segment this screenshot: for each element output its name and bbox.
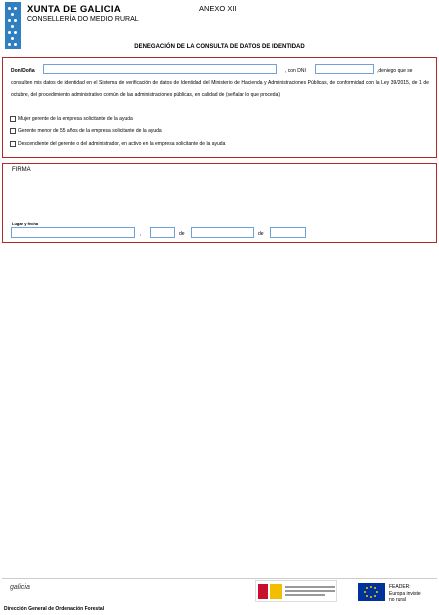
feader-text xyxy=(389,584,421,604)
eu-flag-icon xyxy=(358,583,385,601)
option-checkbox-1[interactable] xyxy=(10,116,16,122)
deny-text: ,deniego que se xyxy=(377,68,413,74)
org-subtitle: CONSELLERÍA DO MEDIO RURAL xyxy=(27,16,139,23)
day-field[interactable] xyxy=(150,227,175,238)
feader-line-2: Europa inviste xyxy=(389,590,421,597)
place-date-label: Lugar y fecha xyxy=(12,221,39,226)
signature-title: FIRMA xyxy=(12,167,31,173)
dni-label: , con DNI xyxy=(285,68,306,74)
month-field[interactable] xyxy=(191,227,254,238)
de-label-1: de xyxy=(179,231,185,237)
option-label-1: Mujer gerente de la empresa solicitante de la ayuda xyxy=(18,116,133,122)
dni-field[interactable] xyxy=(315,64,374,74)
org-title: XUNTA DE GALICIA xyxy=(27,4,121,15)
option-checkbox-2[interactable] xyxy=(10,128,16,134)
de-label-2: de xyxy=(258,231,264,237)
option-label-2: Gerente menor de 55 años de la empresa solicitante de la ayuda xyxy=(18,128,162,134)
consent-paragraph: consulten mis datos de identidad en el Sistema de verificación de datos de Identidad del Ministerio de Hacienda y Administraciones Públicas, de conformidad con la Ley 39/2015, de 1 de octubre, del procedimiento administrativo común de las administraciones públicas, en calidad de (señalar lo que proceda) xyxy=(11,80,429,98)
galicia-logo: galicia xyxy=(10,584,30,591)
document-title: DENEGACIÓN DE LA CONSULTA DE DATOS DE IDENTIDAD xyxy=(134,44,305,50)
annex-label: ANEXO XII xyxy=(199,4,237,13)
spanish-government-logo-icon xyxy=(255,580,337,602)
comma-separator: , xyxy=(140,231,142,237)
place-field[interactable] xyxy=(11,227,135,238)
feader-line-1: FEADER: xyxy=(389,584,411,590)
xunta-crest-icon xyxy=(5,2,21,49)
option-label-3: Descendiente del gerente o del administrador, en activo en la empresa solicitante de la ayuda xyxy=(18,141,226,147)
name-field[interactable] xyxy=(43,64,277,74)
option-checkbox-3[interactable] xyxy=(10,141,16,147)
year-field[interactable] xyxy=(270,227,306,238)
footer-divider xyxy=(2,578,437,579)
directorate-name: Dirección General de Ordenación Forestal xyxy=(4,606,105,612)
name-label: Don/Doña xyxy=(11,68,35,74)
feader-line-3: no rural xyxy=(389,597,406,603)
